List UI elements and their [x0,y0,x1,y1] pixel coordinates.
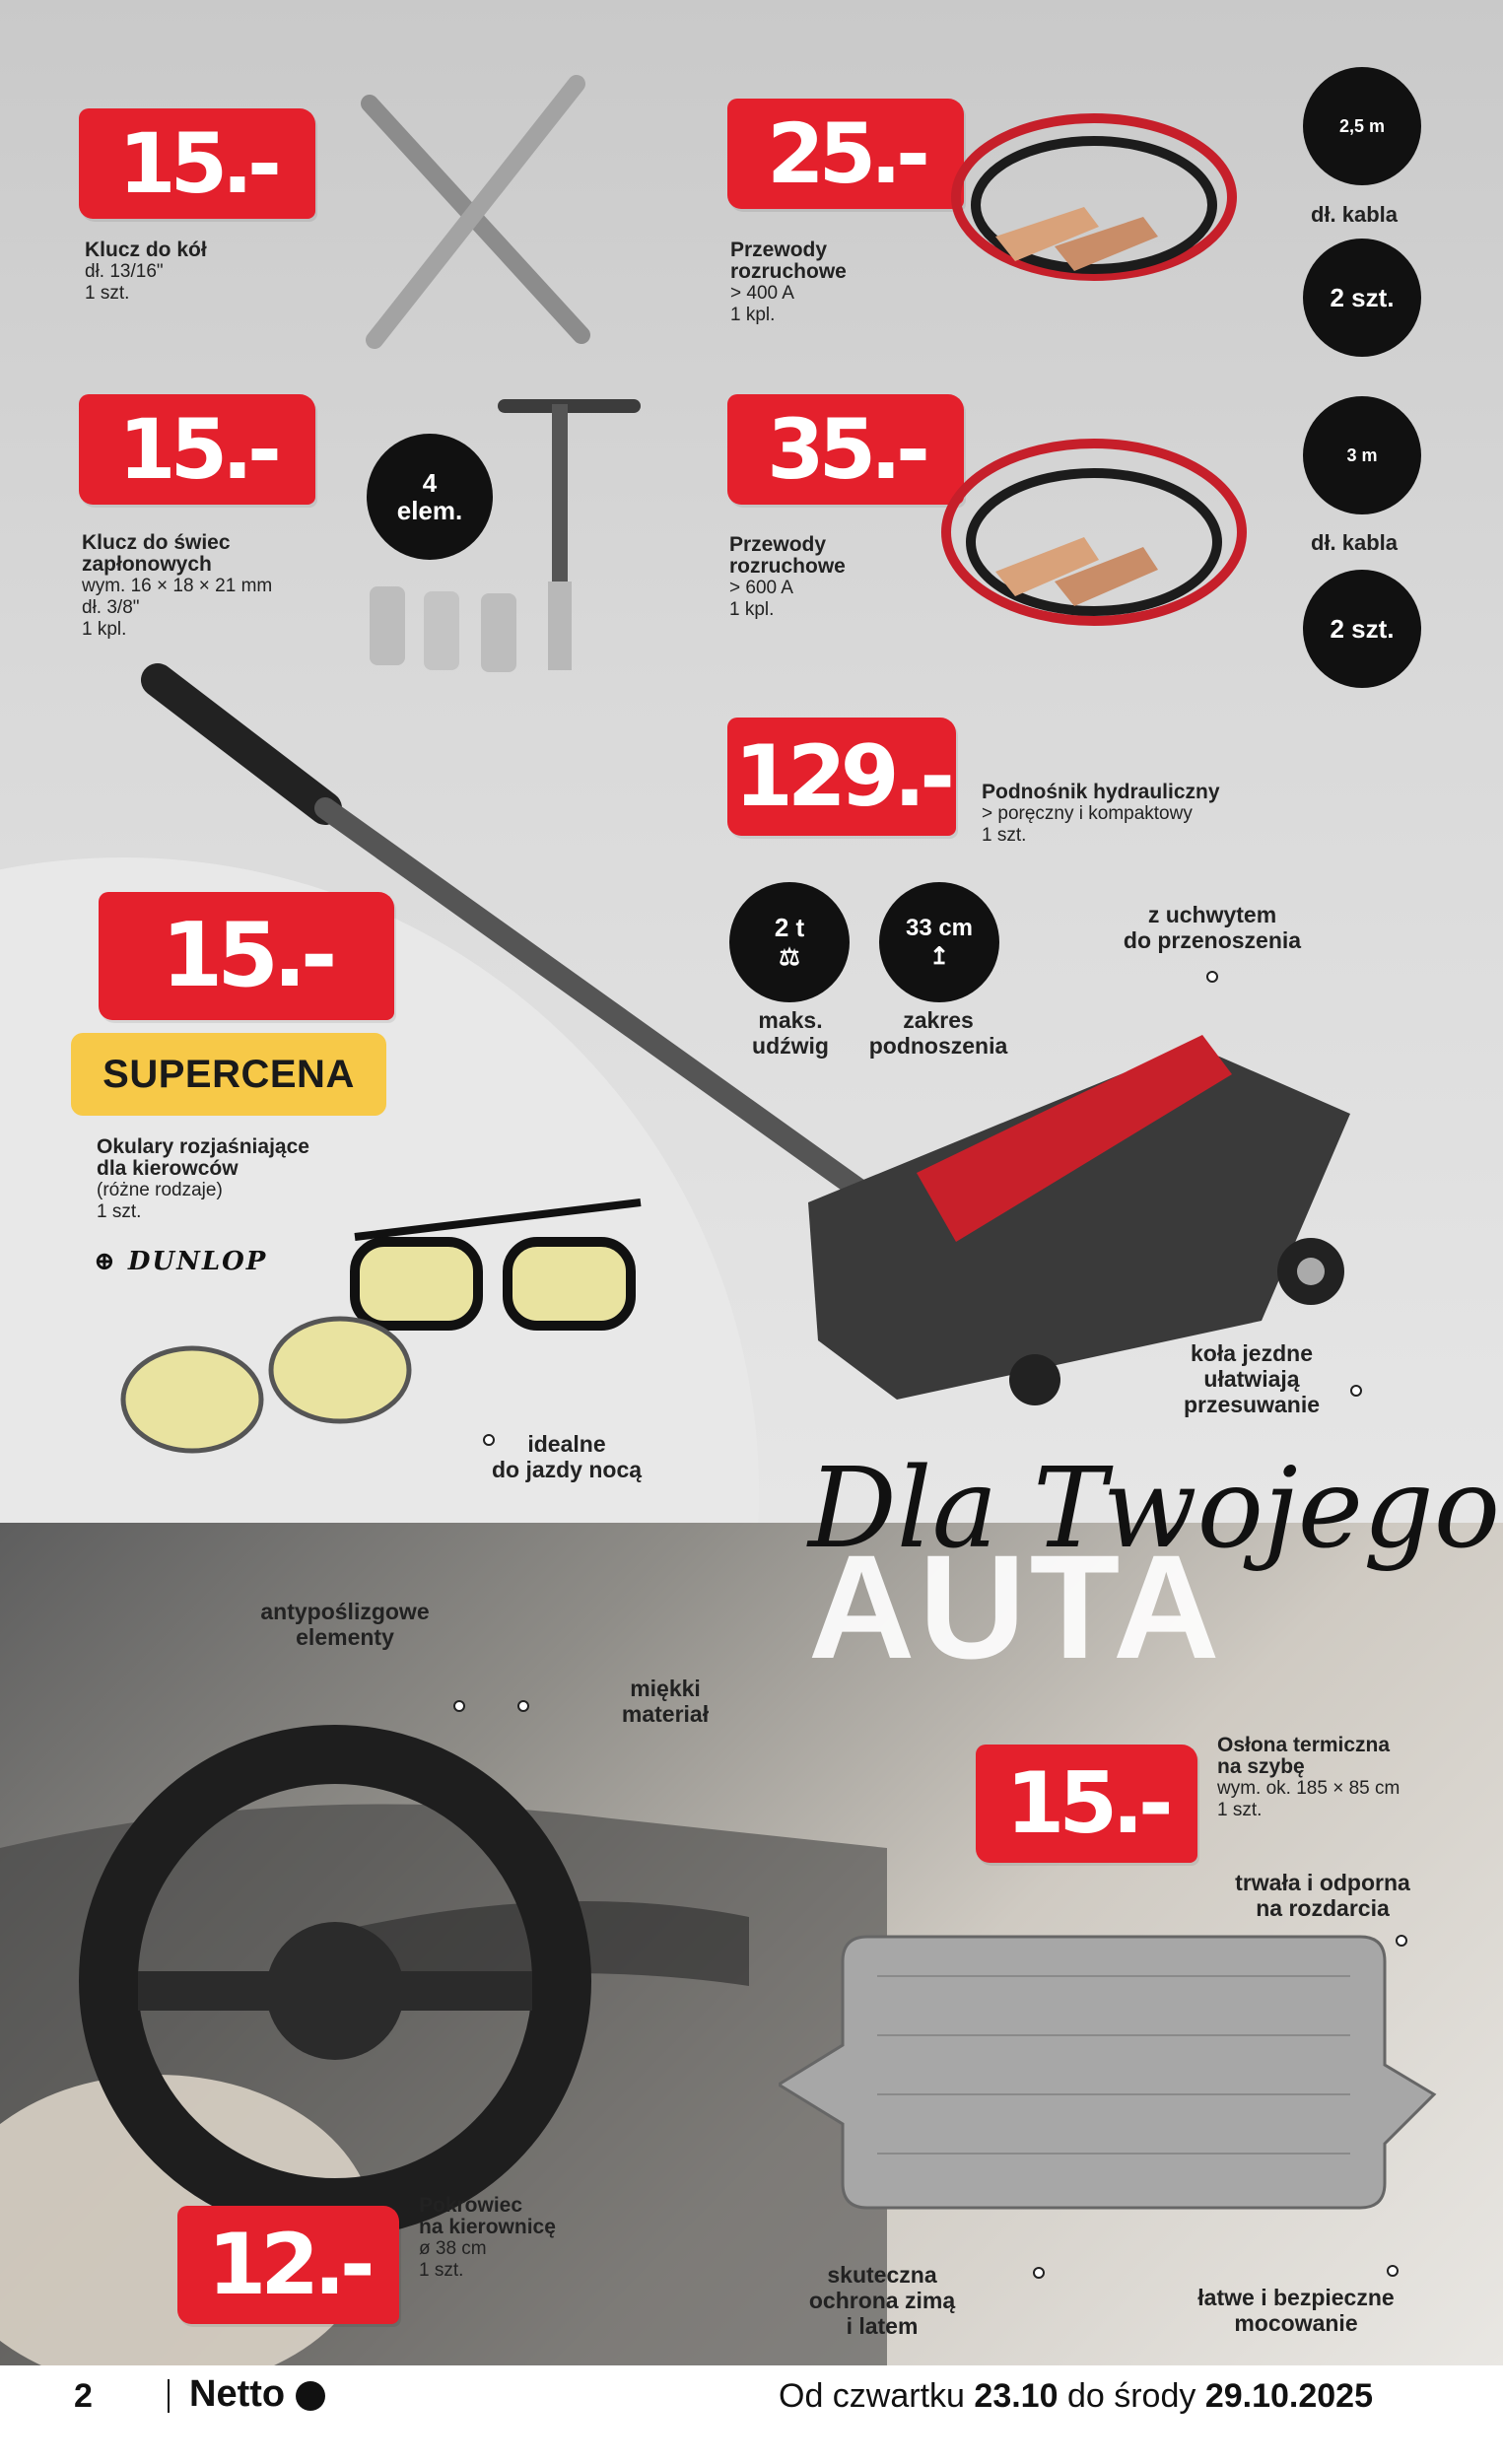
count-badge-400: 2 szt. [1303,239,1421,357]
cable-length-badge-600: 3 m [1303,396,1421,514]
wheel-wrench-description: Klucz do kół dł. 13/16" 1 szt. [85,239,207,304]
glasses-night-note: idealne do jazdy nocą [491,1431,643,1482]
steering-cover-description: Pokrowiec na kierownicę ø 38 cm 1 szt. [419,2194,556,2281]
section-script-title: Dla Twojego [808,1445,1501,1573]
page-number: 2 [74,2377,93,2415]
netto-logo: Netto [189,2373,325,2416]
jump-cables-image [936,89,1252,296]
supercena-badge: SUPERCENA [71,1033,386,1116]
callout-dot [517,1700,529,1712]
netto-dog-icon [296,2381,325,2411]
product-title: Klucz do kół [85,239,207,261]
callout-dot [1033,2267,1045,2279]
price-tag-glasses: 15.- [99,892,394,1020]
section-bold-title: AUTA [808,1524,1224,1689]
dunlop-d-icon: ⊕ [94,1247,117,1276]
weight-icon: ⚖ [779,944,800,971]
hydraulic-jack-description: Podnośnik hydrauliczny > poręczny i kompaktowy 1 szt. [982,781,1220,846]
elements-count-badge: 4 elem. [367,434,493,560]
price-tag-windshield-cover: 15.- [976,1745,1197,1863]
cable-length-badge-400: 2,5 m [1303,67,1421,185]
price-tag-wheel-wrench: 15.- [79,108,315,219]
price-tag-jump-cables-400: 25.- [727,99,964,209]
jump-cables-600-description: Przewody rozruchowe > 600 A 1 kpl. [729,533,846,620]
windshield-cover-description: Osłona termiczna na szybę wym. ok. 185 × 85 cm 1 szt. [1217,1734,1401,1820]
count-badge-600: 2 szt. [1303,570,1421,688]
arrow-up-icon: ↥ [928,942,950,970]
callout-dot [483,1434,495,1446]
jump-cables-400-description: Przewody rozruchowe > 400 A 1 kpl. [730,239,847,325]
lift-range-label: zakres podnoszenia [868,1007,1008,1059]
cross-wrench-image [350,69,596,355]
callout-dot [453,1700,465,1712]
price-tag-hydraulic-jack: 129.- [727,718,956,836]
dunlop-logo: ⊕ DUNLOP [94,1247,268,1276]
windshield-cover-image [779,1917,1444,2223]
antislip-note: antypoślizgowe elementy [260,1599,430,1650]
capacity-label: maks. udźwig [752,1007,829,1059]
promo-date-range: Od czwartku 23.10 do środy 29.10.2025 [779,2377,1373,2415]
spark-plug-wrench-image [365,384,650,690]
cable-length-label-400: dł. kabla [1311,202,1399,227]
cable-length-label-600: dł. kabla [1311,530,1399,555]
capacity-badge: 2 t ⚖ [729,882,850,1002]
winter-summer-note: skuteczna ochrona zimą i latem [808,2262,956,2339]
steering-wheel-cover-image [59,1705,611,2257]
footer-divider [168,2379,170,2413]
lift-range-badge: 33 cm ↥ [879,882,999,1002]
jump-cables-image-600 [926,414,1262,641]
handle-note: z uchwytem do przenoszenia [1123,902,1302,953]
price-tag-jump-cables-600: 35.- [727,394,964,505]
callout-dot [1387,2265,1399,2277]
glasses-description: Okulary rozjaśniające dla kierowców (różne rodzaje) 1 szt. [97,1135,309,1222]
wheels-note: koła jezdne ułatwiają przesuwanie [1183,1340,1321,1417]
price-tag-spark-plug-wrench: 15.- [79,394,315,505]
mounting-note: łatwe i bezpieczne mocowanie [1197,2285,1395,2336]
price-tag-steering-cover: 12.- [177,2206,399,2324]
spark-plug-wrench-description: Klucz do świec zapłonowych wym. 16 × 18 × 21 mm dł. 3/8" 1 kpl. [82,531,273,640]
durable-note: trwała i odporna na rozdarcia [1235,1870,1410,1921]
soft-material-note: miękki materiał [621,1676,710,1727]
